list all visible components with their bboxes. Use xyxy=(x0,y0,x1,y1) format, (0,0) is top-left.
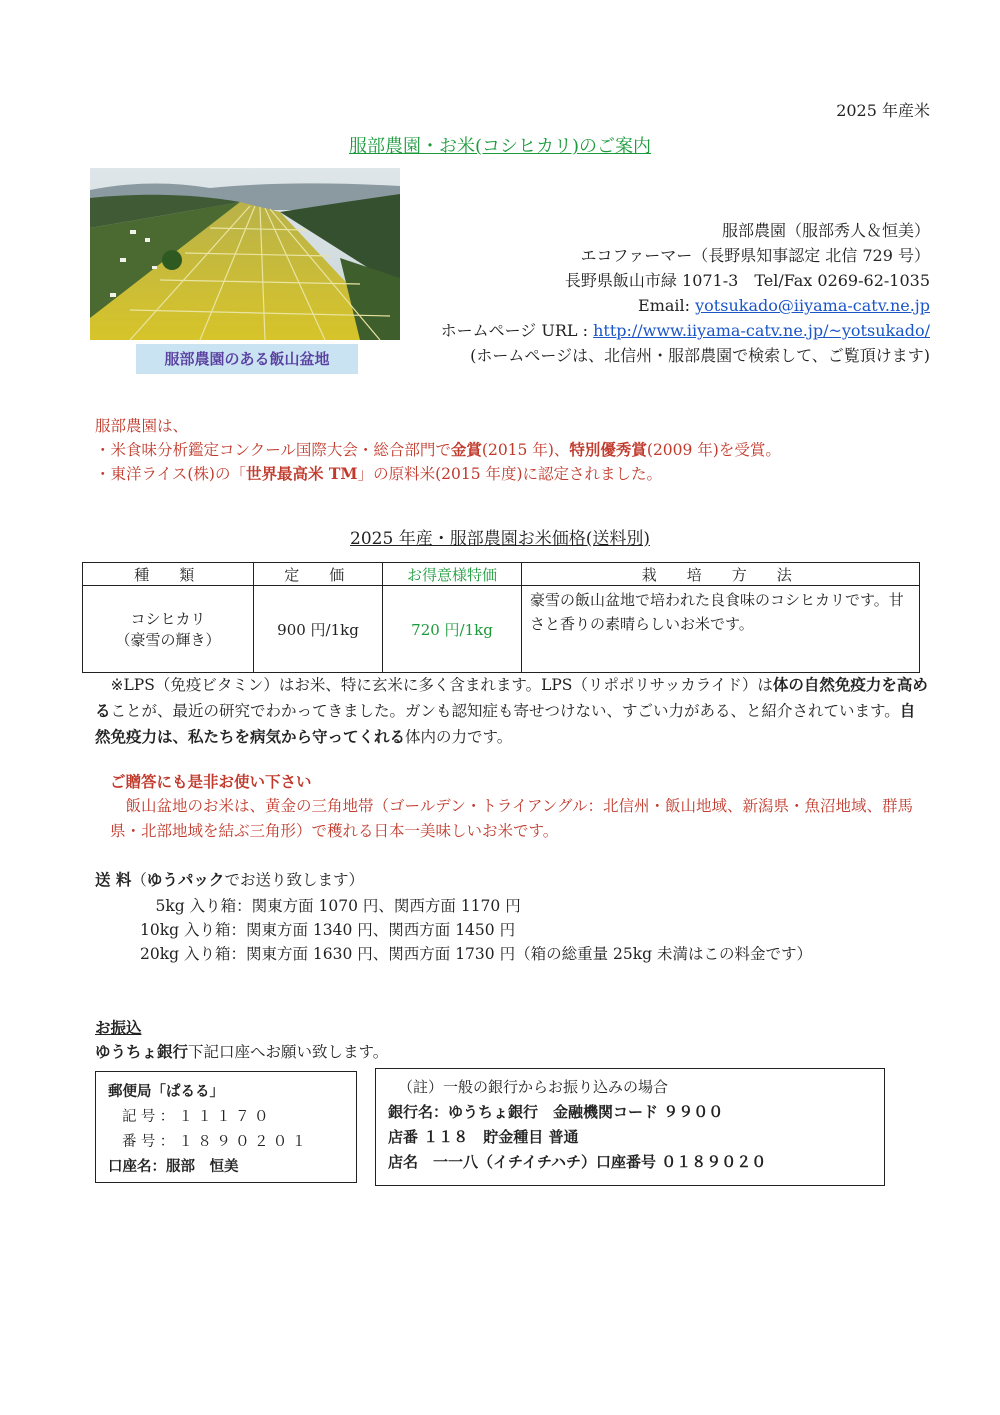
cert-text: ・東洋ライス(株)の「 xyxy=(95,465,246,483)
shipping-label: 送 料 xyxy=(95,870,132,889)
bank-line-1: 銀行名：ゆうちょ銀行 金融機関コード ９９００ xyxy=(388,1103,724,1121)
bank-line-3: 店名 一一八（イチイチハチ）口座番号 ０１８９０２０ xyxy=(388,1153,767,1171)
shipping-paren: （ xyxy=(131,871,147,889)
email-link[interactable]: yotsukado@iiyama-catv.ne.jp xyxy=(695,296,930,315)
lps-text: ※LPS（免疫ビタミン）はお米、特に玄米に多く含まれます。LPS（リポポリサッカライド）は xyxy=(110,676,773,694)
gift-heading: ご贈答にも是非お使い下さい xyxy=(110,772,312,791)
postal-account-box xyxy=(95,1071,357,1183)
payment-heading: お振込 xyxy=(95,1018,142,1037)
shipping-20kg: 20kg 入り箱：関東方面 1630 円、関西方面 1730 円（箱の総重量 25kg 未満はこの料金です） xyxy=(140,945,812,963)
homepage-link[interactable]: http://www.iiyama-catv.ne.jp/~yotsukado/ xyxy=(593,321,930,340)
lps-highlight-1: 体の自然免疫力を高める xyxy=(95,675,928,720)
page-title: 服部農園・お米(コシヒカリ)のご案内 xyxy=(348,136,652,157)
lps-text-2: ことが、最近の研究でわかってきました。ガンも認知症も寄せつけない、すごい力がある、と紹介されています。 xyxy=(110,702,900,720)
lps-note xyxy=(95,672,930,750)
gift-text: 飯山盆地のお米は、黄金の三角地帯（ゴールデン・トライアングル：北信州・飯山地域、新潟県・魚沼地域、群馬県・北部地域を結ぶ三角形）で穫れる日本一美味しいお米です。 xyxy=(110,797,914,840)
method-cell: 豪雪の飯山盆地で培われた良食味のコシヒカリです。甘さと香りの素晴らしいお米です。 xyxy=(522,586,920,673)
bank-name: ゆうちょ銀行 xyxy=(95,1042,189,1061)
farm-intro xyxy=(95,414,781,486)
address-phone: 長野県飯山市緑 1071-3 Tel/Fax 0269-62-1035 xyxy=(564,271,930,290)
certification-line xyxy=(95,462,781,486)
contact-block xyxy=(441,218,930,368)
col-list-price: 定 価 xyxy=(254,563,383,586)
homepage-label: ホームページ URL : xyxy=(440,321,594,340)
intro-lead: 服部農園は、 xyxy=(95,417,189,435)
postal-holder: 口座名：服部 恒美 xyxy=(108,1159,239,1175)
shipping-note: でお送り致します） xyxy=(224,871,364,889)
col-method: 栽 培 方 法 xyxy=(522,563,920,586)
award-line xyxy=(95,438,781,462)
year-label: 2025 年産米 xyxy=(836,101,930,120)
shipping-10kg: 10kg 入り箱：関東方面 1340 円、関西方面 1450 円 xyxy=(140,921,516,939)
postal-kigo: 記号：１１１７０ xyxy=(122,1109,273,1125)
best-rice-brand: 世界最高米 TM xyxy=(245,464,358,483)
bank-note: （註）一般の銀行からお振り込みの場合 xyxy=(398,1078,669,1096)
col-variety: 種 類 xyxy=(83,563,254,586)
email-label: Email: xyxy=(638,296,696,315)
bank-account-box xyxy=(375,1068,885,1186)
homepage-note: (ホームページは、北信州・服部農園で検索して、ご覧頂けます) xyxy=(470,346,930,365)
cert-text-end: 」の原料米(2015 年度)に認定されました。 xyxy=(357,465,663,483)
price-table-title: 2025 年産・服部農園お米価格(送料別) xyxy=(350,529,650,549)
shipping-heading xyxy=(95,868,364,890)
bank-line-2: 店番 １１８ 貯金種目 普通 xyxy=(388,1128,579,1146)
award-text: ・米食味分析鑑定コンクール国際大会・総合部門で xyxy=(95,441,451,459)
list-price-cell: 900 円/1kg xyxy=(254,586,383,673)
farm-name: 服部農園（服部秀人＆恒美） xyxy=(721,221,930,240)
lps-text-3: 体内の力です。 xyxy=(405,728,513,746)
table-row xyxy=(83,586,920,673)
special-price-cell: 720 円/1kg xyxy=(383,586,522,673)
special-award: 特別優秀賞 xyxy=(569,440,647,459)
rice-field-image xyxy=(90,168,400,340)
homepage-row xyxy=(441,318,930,343)
col-special-price: お得意様特価 xyxy=(383,563,522,586)
payment-text xyxy=(95,1040,388,1062)
special-year: (2009 年)を受賞。 xyxy=(646,441,781,459)
variety-name: コシヒカリ xyxy=(130,610,206,628)
price-table xyxy=(82,562,920,673)
postal-bango: 番号：１８９０２０１ xyxy=(122,1134,311,1150)
eco-farmer-cert: エコファーマー（長野県知事認定 北信 729 号） xyxy=(580,246,930,265)
payment-note: 下記口座へお願い致します。 xyxy=(188,1043,389,1061)
email-row xyxy=(441,293,930,318)
photo-caption: 服部農園のある飯山盆地 xyxy=(136,344,358,374)
table-header-row xyxy=(83,563,920,586)
gold-year: (2015 年)、 xyxy=(481,441,570,459)
variety-cell xyxy=(83,586,254,673)
lps-highlight-2: 自然免疫力は、私たちを病気から守ってくれる xyxy=(95,701,916,746)
postal-title: 郵便局「ぱるる」 xyxy=(108,1084,224,1100)
variety-brand: （豪雪の輝き） xyxy=(115,631,221,649)
aerial-photo xyxy=(90,168,400,340)
yu-pack: ゆうパック xyxy=(146,870,225,889)
gold-award: 金賞 xyxy=(450,440,482,459)
shipping-5kg: 5kg 入り箱：関東方面 1070 円、関西方面 1170 円 xyxy=(140,897,521,915)
